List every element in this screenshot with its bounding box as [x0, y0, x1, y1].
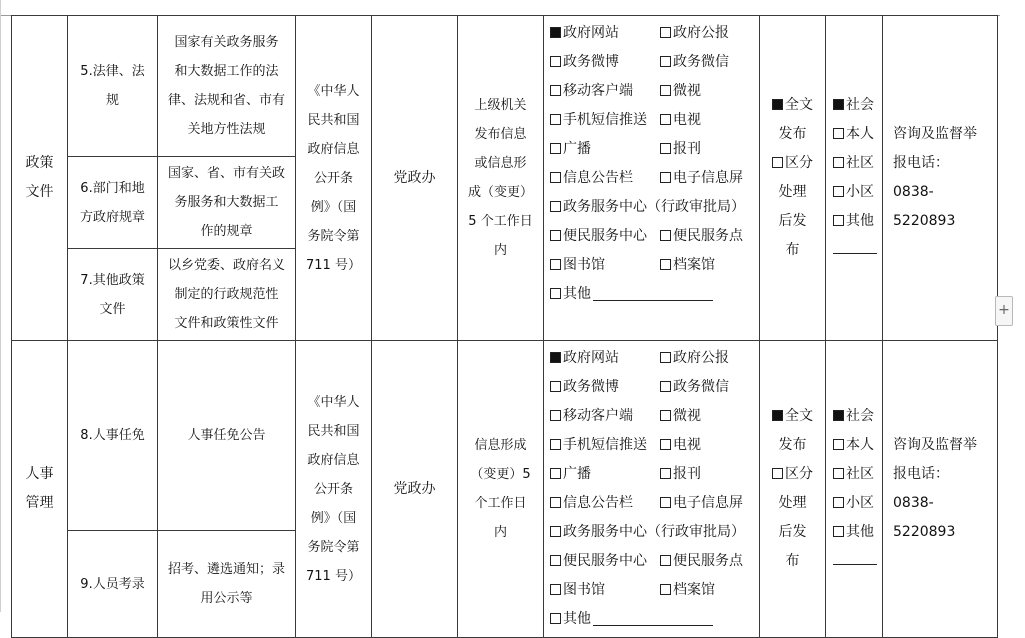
- audience-label: 社区: [846, 155, 874, 171]
- channel-label: 报刊: [673, 141, 701, 157]
- scope-label: 全文: [785, 408, 813, 424]
- checkbox-unchecked-icon[interactable]: [660, 410, 671, 421]
- checkbox-unchecked-icon[interactable]: [550, 288, 561, 299]
- scope-line: [764, 236, 821, 265]
- channel-option[interactable]: [550, 431, 660, 460]
- channel-label: 信息公告栏: [563, 495, 633, 511]
- checkbox-unchecked-icon[interactable]: [660, 497, 671, 508]
- channel-row: [550, 489, 753, 518]
- audience-option[interactable]: [833, 460, 878, 489]
- checkbox-unchecked-icon[interactable]: [772, 157, 783, 168]
- checkbox-checked-icon[interactable]: [550, 27, 561, 38]
- channel-option[interactable]: [550, 222, 660, 251]
- channel-option[interactable]: [550, 344, 660, 373]
- checkbox-unchecked-icon[interactable]: [550, 259, 561, 270]
- channel-option[interactable]: [550, 48, 660, 77]
- scope-line: [764, 547, 821, 576]
- item-name-cell: 5.法律、法 规: [68, 16, 158, 157]
- channel-label: 政务服务中心（行政审批局）: [563, 524, 745, 540]
- channel-option[interactable]: [550, 193, 745, 222]
- channel-option[interactable]: [660, 106, 701, 135]
- checkbox-unchecked-icon[interactable]: [660, 584, 671, 595]
- scope-label: 处理: [778, 184, 807, 200]
- channel-option[interactable]: [660, 460, 701, 489]
- checkbox-unchecked-icon[interactable]: [833, 215, 844, 226]
- channels-cell: [544, 341, 760, 638]
- checkbox-unchecked-icon[interactable]: [833, 128, 844, 139]
- channel-row: [550, 402, 753, 431]
- channel-row: [550, 135, 753, 164]
- channel-label: 广播: [563, 466, 591, 482]
- checkbox-unchecked-icon[interactable]: [550, 584, 561, 595]
- channel-row: [550, 77, 753, 106]
- channel-label: 政府网站: [563, 350, 619, 366]
- audience-label: 小区: [846, 184, 874, 200]
- scope-label: 后发: [778, 213, 807, 229]
- channel-row: [550, 280, 753, 309]
- table-body: [12, 16, 998, 638]
- channel-label: 政务微信: [673, 54, 729, 70]
- category-cell: 政策 文件: [12, 16, 68, 341]
- channel-label: 档案馆: [673, 582, 715, 598]
- channel-option[interactable]: [660, 402, 701, 431]
- disclosure-table: [11, 15, 998, 638]
- channel-label: 档案馆: [673, 257, 715, 273]
- table-row: [12, 16, 998, 157]
- channel-option[interactable]: [660, 489, 743, 518]
- channel-option[interactable]: [550, 518, 745, 547]
- channel-option[interactable]: [550, 605, 713, 634]
- item-content-cell: 国家有关政务服务 和大数据工作的法 律、法规和省、市有 关地方性法规: [158, 16, 296, 157]
- audience-cell: [826, 341, 883, 638]
- channel-row: [550, 518, 753, 547]
- channel-row: [550, 547, 753, 576]
- channel-label: 便民服务点: [673, 228, 743, 244]
- channel-label: 政府网站: [563, 25, 619, 41]
- channel-label: 移动客户端: [563, 83, 633, 99]
- checkbox-unchecked-icon[interactable]: [550, 143, 561, 154]
- channel-option[interactable]: [660, 373, 729, 402]
- channel-row: [550, 193, 753, 222]
- channel-row: [550, 222, 753, 251]
- scope-option[interactable]: [764, 402, 821, 460]
- scope-label: 处理: [778, 495, 807, 511]
- checkbox-checked-icon[interactable]: [772, 410, 783, 421]
- checkbox-unchecked-icon[interactable]: [660, 85, 671, 96]
- channel-row: [550, 106, 753, 135]
- channel-label: 便民服务中心: [563, 228, 647, 244]
- basis-cell: 《中华人 民共和国 政府信息 公开条 例》（国 务院令第 711 号）: [296, 341, 372, 638]
- channel-label: 电视: [673, 437, 701, 453]
- checkbox-unchecked-icon[interactable]: [550, 555, 561, 566]
- checkbox-unchecked-icon[interactable]: [833, 468, 844, 479]
- channel-label: 政务服务中心（行政审批局）: [563, 199, 745, 215]
- checkbox-unchecked-icon[interactable]: [550, 201, 561, 212]
- checkbox-unchecked-icon[interactable]: [550, 56, 561, 67]
- checkbox-unchecked-icon[interactable]: [660, 381, 671, 392]
- checkbox-unchecked-icon[interactable]: [660, 114, 671, 125]
- channel-row: [550, 460, 753, 489]
- scope-option[interactable]: [764, 149, 821, 265]
- checkbox-unchecked-icon[interactable]: [660, 56, 671, 67]
- checkbox-unchecked-icon[interactable]: [833, 497, 844, 508]
- deadline-cell: 上级机关 发布信息 或信息形 成（变更） 5 个工作日 内: [458, 16, 544, 341]
- item-content-cell: 人事任免公告: [158, 341, 296, 531]
- scope-cell: [760, 16, 826, 341]
- checkbox-unchecked-icon[interactable]: [833, 186, 844, 197]
- department-cell: 党政办: [372, 16, 458, 341]
- audience-option[interactable]: [833, 178, 878, 207]
- scope-line: [764, 518, 821, 547]
- checkbox-unchecked-icon[interactable]: [550, 468, 561, 479]
- channel-option[interactable]: [550, 251, 660, 280]
- channel-option[interactable]: [550, 489, 660, 518]
- audience-option[interactable]: [833, 489, 878, 518]
- channel-option[interactable]: [550, 77, 660, 106]
- channel-option[interactable]: [550, 460, 660, 489]
- channel-row: [550, 164, 753, 193]
- channel-label: 微视: [673, 83, 701, 99]
- item-name-cell: 6.部门和地 方政府规章: [68, 157, 158, 249]
- audience-option[interactable]: [833, 120, 878, 149]
- audience-option[interactable]: [833, 91, 878, 120]
- checkbox-unchecked-icon[interactable]: [550, 439, 561, 450]
- audience-blank-line: [833, 236, 878, 265]
- channel-option[interactable]: [660, 77, 701, 106]
- audience-option[interactable]: [833, 402, 878, 431]
- channel-label: 手机短信推送: [563, 112, 647, 128]
- channel-option[interactable]: [660, 222, 743, 251]
- scope-cell: [760, 341, 826, 638]
- channel-label: 其他: [563, 611, 591, 627]
- checkbox-unchecked-icon[interactable]: [833, 157, 844, 168]
- channel-option[interactable]: [550, 402, 660, 431]
- channel-label: 便民服务点: [673, 553, 743, 569]
- channel-label: 广播: [563, 141, 591, 157]
- checkbox-unchecked-icon[interactable]: [660, 352, 671, 363]
- channel-option[interactable]: [660, 431, 701, 460]
- channel-row: [550, 48, 753, 77]
- channel-row: [550, 19, 753, 48]
- audience-label: 社区: [846, 466, 874, 482]
- scope-label: 后发: [778, 524, 807, 540]
- scope-line: [764, 120, 821, 149]
- checkbox-unchecked-icon[interactable]: [833, 439, 844, 450]
- channel-row: [550, 431, 753, 460]
- audience-label: 其他: [846, 213, 874, 229]
- checkbox-unchecked-icon[interactable]: [550, 381, 561, 392]
- scope-label: 发布: [778, 437, 807, 453]
- item-content-cell: 招考、遴选通知；录 用公示等: [158, 531, 296, 638]
- channel-option[interactable]: [550, 547, 660, 576]
- checkbox-unchecked-icon[interactable]: [550, 613, 561, 624]
- scope-label: 全文: [785, 97, 813, 113]
- checkbox-unchecked-icon[interactable]: [660, 259, 671, 270]
- checkbox-unchecked-icon[interactable]: [660, 439, 671, 450]
- audience-cell: [826, 16, 883, 341]
- contact-cell: 咨询及监督举 报电话： 0838-5220893: [883, 341, 998, 638]
- channel-label: 政务微博: [563, 379, 619, 395]
- checkbox-unchecked-icon[interactable]: [833, 526, 844, 537]
- scope-line: [764, 402, 821, 431]
- channel-option[interactable]: [550, 373, 660, 402]
- category-cell: 人事 管理: [12, 341, 68, 638]
- audience-option[interactable]: [833, 431, 878, 460]
- channel-label: 手机短信推送: [563, 437, 647, 453]
- channel-label: 报刊: [673, 466, 701, 482]
- channel-option[interactable]: [660, 251, 715, 280]
- item-content-cell: 国家、省、市有关政 务服务和大数据工 作的规章: [158, 157, 296, 249]
- checkbox-checked-icon[interactable]: [833, 99, 844, 110]
- scope-label: 区分: [785, 155, 813, 171]
- checkbox-checked-icon[interactable]: [550, 352, 561, 363]
- audience-label: 社会: [846, 97, 874, 113]
- channel-option[interactable]: [550, 576, 660, 605]
- channel-option[interactable]: [550, 280, 713, 309]
- scope-line: [764, 178, 821, 207]
- audience-label: 本人: [846, 126, 874, 142]
- channel-label: 政府公报: [673, 25, 729, 41]
- channel-label: 其他: [563, 286, 591, 302]
- channel-label: 政务微信: [673, 379, 729, 395]
- scope-option[interactable]: [764, 460, 821, 576]
- channel-option[interactable]: [660, 135, 701, 164]
- channel-option[interactable]: [550, 164, 660, 193]
- department-cell: 党政办: [372, 341, 458, 638]
- channel-label: 电子信息屏: [673, 170, 743, 186]
- channel-label: 信息公告栏: [563, 170, 633, 186]
- channel-option[interactable]: [660, 547, 743, 576]
- channel-option[interactable]: [550, 106, 660, 135]
- checkbox-unchecked-icon[interactable]: [660, 27, 671, 38]
- channel-row: [550, 605, 753, 634]
- checkbox-unchecked-icon[interactable]: [772, 468, 783, 479]
- other-blank-line: [593, 611, 713, 626]
- channel-label: 图书馆: [563, 257, 605, 273]
- item-name-cell: 7.其他政策 文件: [68, 249, 158, 341]
- scope-label: 发布: [778, 126, 807, 142]
- scope-label: 布: [785, 242, 800, 258]
- channels-cell: [544, 16, 760, 341]
- channel-option[interactable]: [660, 576, 715, 605]
- checkbox-unchecked-icon[interactable]: [550, 230, 561, 241]
- item-content-cell: 以乡党委、政府名义 制定的行政规范性 文件和政策性文件: [158, 249, 296, 341]
- channel-option[interactable]: [660, 19, 729, 48]
- checkbox-unchecked-icon[interactable]: [550, 526, 561, 537]
- basis-cell: 《中华人 民共和国 政府信息 公开条 例》（国 务院令第 711 号）: [296, 16, 372, 341]
- audience-label: 其他: [846, 524, 874, 540]
- left-margin-rule: [0, 0, 1, 612]
- scope-line: [764, 91, 821, 120]
- audience-blank: [833, 550, 877, 565]
- scope-option[interactable]: [764, 91, 821, 149]
- checkbox-unchecked-icon[interactable]: [550, 114, 561, 125]
- scope-line: [764, 431, 821, 460]
- checkbox-unchecked-icon[interactable]: [660, 555, 671, 566]
- audience-option[interactable]: [833, 518, 878, 547]
- channel-option[interactable]: [660, 164, 743, 193]
- checkbox-checked-icon[interactable]: [772, 99, 783, 110]
- checkbox-unchecked-icon[interactable]: [660, 172, 671, 183]
- channel-label: 微视: [673, 408, 701, 424]
- audience-option[interactable]: [833, 149, 878, 178]
- channel-row: [550, 251, 753, 280]
- channel-row: [550, 576, 753, 605]
- table-row: [12, 341, 998, 531]
- scope-line: [764, 149, 821, 178]
- checkbox-unchecked-icon[interactable]: [550, 85, 561, 96]
- scope-line: [764, 207, 821, 236]
- checkbox-unchecked-icon[interactable]: [660, 230, 671, 241]
- checkbox-unchecked-icon[interactable]: [550, 172, 561, 183]
- scope-line: [764, 460, 821, 489]
- scope-line: [764, 489, 821, 518]
- channel-option[interactable]: [550, 19, 660, 48]
- checkbox-unchecked-icon[interactable]: [660, 143, 671, 154]
- channel-option[interactable]: [550, 135, 660, 164]
- channel-row: [550, 344, 753, 373]
- audience-label: 社会: [846, 408, 874, 424]
- checkbox-checked-icon[interactable]: [833, 410, 844, 421]
- channel-label: 图书馆: [563, 582, 605, 598]
- other-blank-line: [593, 286, 713, 301]
- channel-label: 电子信息屏: [673, 495, 743, 511]
- deadline-cell: 信息形成 （变更）5 个工作日 内: [458, 341, 544, 638]
- channel-label: 电视: [673, 112, 701, 128]
- channel-row: [550, 373, 753, 402]
- channel-label: 政务微博: [563, 54, 619, 70]
- contact-cell: 咨询及监督举 报电话： 0838-5220893: [883, 16, 998, 341]
- channel-label: 移动客户端: [563, 408, 633, 424]
- audience-option[interactable]: [833, 207, 878, 236]
- channel-label: 便民服务中心: [563, 553, 647, 569]
- channel-option[interactable]: [660, 48, 729, 77]
- checkbox-unchecked-icon[interactable]: [550, 410, 561, 421]
- item-name-cell: 9.人员考录: [68, 531, 158, 638]
- audience-blank: [833, 239, 877, 254]
- add-column-handle[interactable]: +: [995, 296, 1013, 326]
- checkbox-unchecked-icon[interactable]: [660, 468, 671, 479]
- audience-label: 本人: [846, 437, 874, 453]
- item-name-cell: 8.人事任免: [68, 341, 158, 531]
- audience-blank-line: [833, 547, 878, 576]
- channel-label: 政府公报: [673, 350, 729, 366]
- scope-label: 区分: [785, 466, 813, 482]
- checkbox-unchecked-icon[interactable]: [550, 497, 561, 508]
- channel-option[interactable]: [660, 344, 729, 373]
- scope-label: 布: [785, 553, 800, 569]
- audience-label: 小区: [846, 495, 874, 511]
